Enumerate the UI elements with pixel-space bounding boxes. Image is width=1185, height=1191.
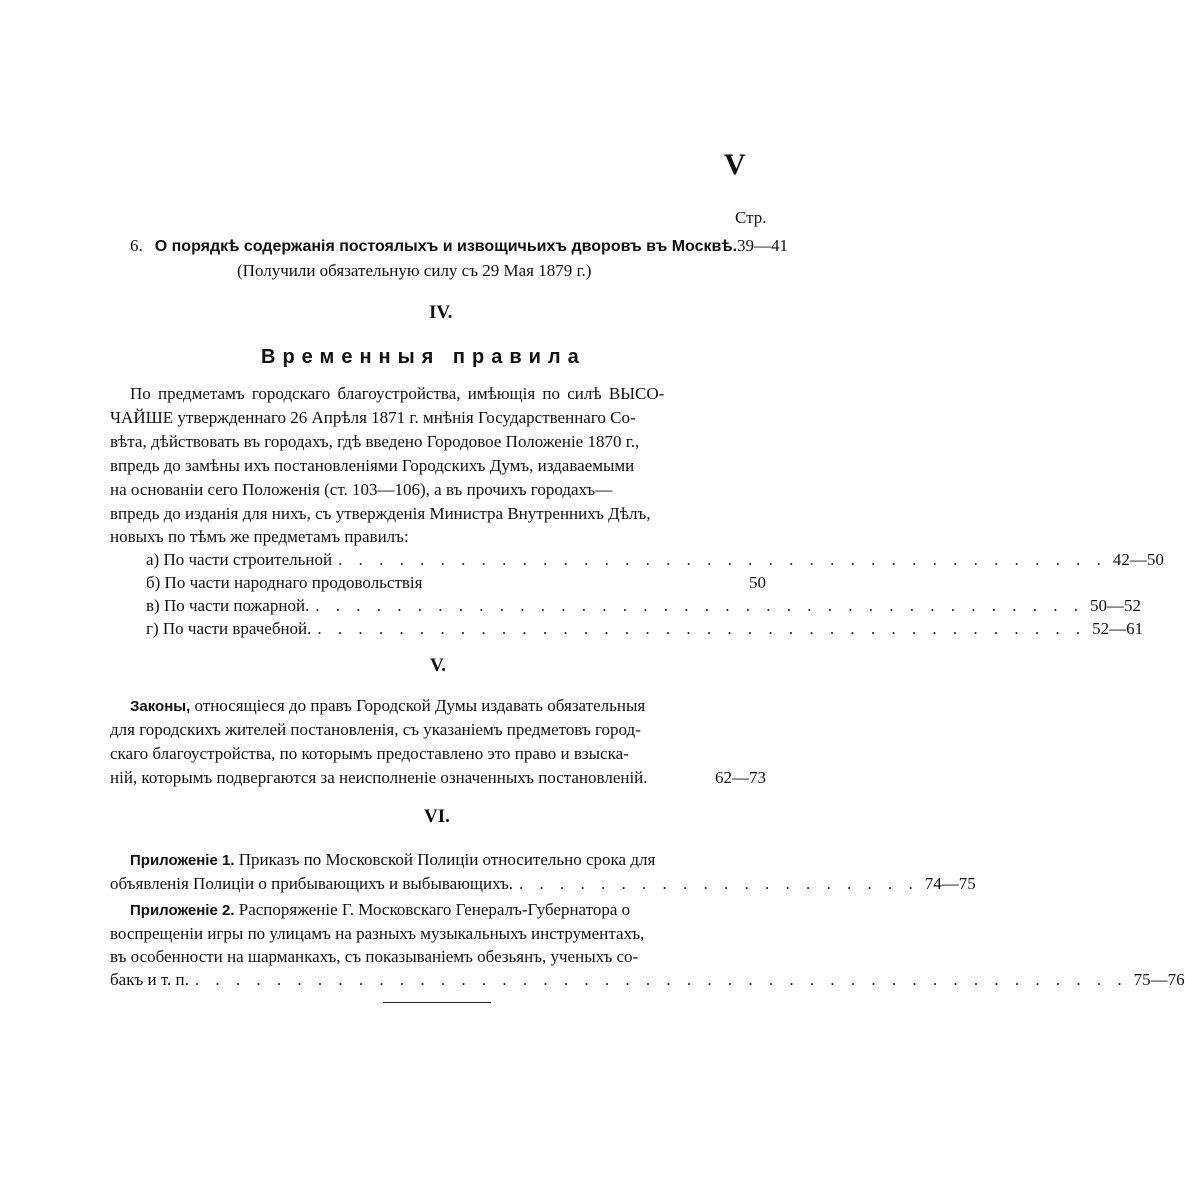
toc-subentry: а) По части строительной . . . . . . . . . . . . . . . . . . . . . . . . . . . . . . . . . . . . . . 42—50: [146, 550, 1164, 569]
subentry-label: в) По части пожарной.: [146, 596, 310, 615]
paragraph-line: бакъ и т. п.: [110, 970, 189, 989]
toc-subentry: в) По части пожарной. . . . . . . . . . . . . . . . . . . . . . . . . . . . . . . . . . . . . . . 50—52: [146, 596, 1142, 615]
entry-pages: 39—41: [737, 236, 789, 255]
entry-number: 6.: [130, 236, 143, 255]
appendix-2-line: Приложеніе 2. Распоряженіе Г. Московскаго Генералъ-Губернатора о: [130, 900, 631, 919]
subentry-pages: 50: [749, 573, 766, 592]
subentry-pages: 42—50: [1112, 550, 1164, 569]
entry-note: (Получили обязательную силу съ 29 Мая 1879 г.): [237, 261, 592, 280]
subentry-label: г) По части врачебной.: [146, 619, 312, 638]
entry-pages: 75—76: [1133, 970, 1185, 989]
appendix-label: Приложеніе 2.: [130, 902, 235, 919]
paragraph-line: впредь до изданія для нихъ, съ утвержденія Министра Внутреннихъ Дѣлъ,: [110, 504, 651, 523]
toc-subentry: г) По части врачебной. . . . . . . . . . . . . . . . . . . . . . . . . . . . . . . . . . . . . . . 52—61: [146, 619, 1144, 638]
paragraph-line: По предметамъ городскаго благоустройства, имѣющія по силѣ ВЫСО-: [130, 384, 665, 403]
paragraph-line: объявленія Полиціи о прибывающихъ и выбывающихъ.: [110, 874, 514, 893]
paragraph-line: на основаніи сего Положенія (ст. 103—106), а въ прочихъ городахъ—: [110, 480, 613, 499]
toc-subentry: [146, 573, 766, 593]
paragraph-line: ЧАЙШЕ утвержденнаго 26 Апрѣля 1871 г. мнѣнія Государственнаго Со-: [110, 408, 636, 427]
paragraph-line: для городскихъ жителей постановленія, съ указаніемъ предметовъ город-: [110, 720, 641, 739]
section-numeral-v: V.: [430, 655, 447, 676]
paragraph-line: впредь до замѣны ихъ постановленіями Городскихъ Думъ, издаваемыми: [110, 456, 635, 475]
section-numeral-iv: IV.: [429, 302, 453, 323]
subentry-label: а) По части строительной: [146, 550, 333, 569]
section-title: Временныя правила: [261, 346, 586, 368]
toc-entry-6: [130, 236, 789, 256]
paragraph-line: въ особенности на шарманкахъ, съ показываніемъ обезьянъ, ученыхъ со-: [110, 947, 639, 966]
paragraph-line: вѣта, дѣйствовать въ городахъ, гдѣ введено Городовое Положеніе 1870 г.,: [110, 432, 640, 451]
entry-title: О порядкѣ содержанія постоялыхъ и извощичьихъ дворовъ въ Москвѣ.: [154, 238, 738, 255]
entry-pages: 74—75: [924, 874, 976, 893]
paragraph-line: скаго благоустройства, по которымъ предоставлено это право и взыска-: [110, 744, 629, 763]
page-column-header: Стр.: [735, 208, 767, 227]
closing-rule: [383, 1002, 491, 1003]
entry-pages: 62—73: [715, 768, 766, 787]
paragraph-last-line: [110, 768, 766, 788]
paragraph-lead: Законы,: [130, 698, 191, 715]
section-numeral-vi: VI.: [424, 806, 450, 827]
appendix-1-last-line: объявленія Полиціи о прибывающихъ и выбывающихъ. . . . . . . . . . . . . . . . . . . . . 74—75: [110, 874, 976, 893]
subentry-pages: 52—61: [1092, 619, 1144, 638]
paragraph-line: воспрещеніи игры по улицамъ на разныхъ музыкальныхъ инструментахъ,: [110, 924, 645, 943]
subentry-pages: 50—52: [1090, 596, 1142, 615]
paragraph-line: ній, которымъ подвергаются за неисполненіе означенныхъ постановленій.: [110, 768, 648, 787]
page-number: V: [724, 148, 746, 181]
appendix-2-last-line: бакъ и т. п. . . . . . . . . . . . . . . . . . . . . . . . . . . . . . . . . . . . . . . . . . . . . . . 75—76: [110, 970, 1185, 989]
appendix-1-line: Приложеніе 1. Приказъ по Московской Полиціи относительно срока для: [130, 850, 656, 869]
paragraph-line: Законы, относящіеся до правъ Городской Думы издавать обязательныя: [130, 696, 646, 715]
paragraph-line: новыхъ по тѣмъ же предметамъ правилъ:: [110, 527, 409, 546]
appendix-label: Приложеніе 1.: [130, 852, 235, 869]
subentry-label: б) По части народнаго продовольствія: [146, 573, 423, 592]
